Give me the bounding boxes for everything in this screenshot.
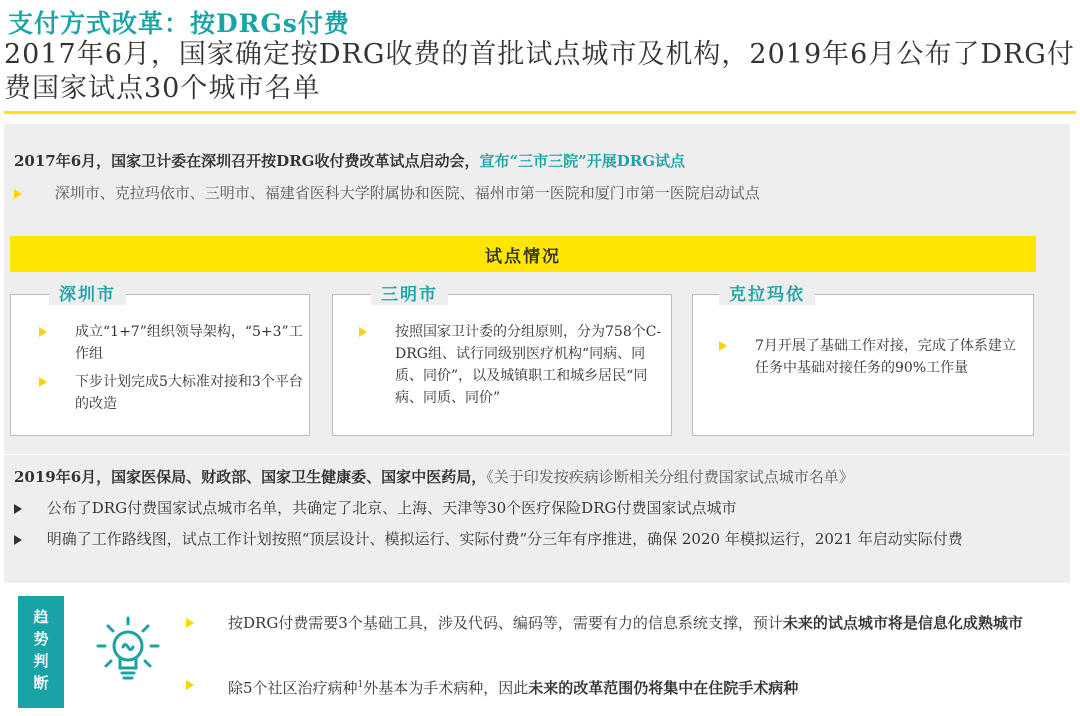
section-2019-doc-title: 《关于印发按疾病诊断相关分组付费国家试点城市名单》 xyxy=(486,468,854,486)
section-2017-highlight: 宣布“三市三院”开展DRG试点 xyxy=(479,152,686,170)
trend-label xyxy=(18,596,64,708)
trend-label-char: 趋 xyxy=(33,608,49,626)
bullet-arrow-icon xyxy=(14,535,22,545)
bullet-arrow-icon xyxy=(186,680,194,690)
pilot-card-bullet-text: 下步计划完成5大标准对接和3个平台的改造 xyxy=(75,374,303,412)
bullet-arrow-icon xyxy=(186,618,194,628)
pilot-card-shenzhen xyxy=(10,285,310,436)
pilot-card-bullet-text: 7月开展了基础工作对接，完成了体系建立任务中基础对接任务的90%工作量 xyxy=(755,338,1016,376)
title-divider xyxy=(4,111,1076,114)
bullet-arrow-icon xyxy=(719,341,727,351)
pilot-card-karamay xyxy=(692,285,1034,436)
trend-bullet-emphasis: 未来的试点城市将是信息化成熟城市 xyxy=(782,614,1023,632)
pilot-card-title: 克拉玛依 xyxy=(719,280,815,305)
page-kicker: 支付方式改革：按DRGs付费 xyxy=(8,9,350,38)
section-2017-lead xyxy=(14,150,685,172)
trend-bullet xyxy=(228,673,1048,700)
bullet-arrow-icon xyxy=(14,504,22,514)
bullet-arrow-icon xyxy=(359,327,367,337)
trend-bullet-text: 按DRG付费需要3个基础工具，涉及代码、编码等，需要有力的信息系统支撑，预计 xyxy=(228,614,783,632)
pilot-card-bullet-text: 成立“1+7”组织领导架构，“5+3”工作组 xyxy=(75,324,303,362)
section-2019-lead-text: 2019年6月，国家医保局、财政部、国家卫生健康委、国家中医药局， xyxy=(14,468,487,486)
pilot-card-title: 深圳市 xyxy=(49,280,126,305)
pilot-card-bullet xyxy=(395,321,671,409)
trend-bullet-text: 除5个社区治疗病种 xyxy=(228,679,358,697)
trend-bullet xyxy=(228,611,1048,635)
bullet-arrow-icon xyxy=(39,377,47,387)
trend-label-char: 势 xyxy=(33,630,49,648)
trend-label-char: 判 xyxy=(33,652,49,670)
bullet-arrow-icon xyxy=(39,327,47,337)
trend-bullet-text: 外基本为手术病种，因此 xyxy=(363,679,529,697)
footnote-marker: 1 xyxy=(357,680,364,690)
pilot-card-bullet xyxy=(75,371,307,415)
pilot-card-title: 三明市 xyxy=(371,280,448,305)
section-2019-bullet xyxy=(14,497,736,519)
bullet-arrow-icon xyxy=(14,189,22,199)
page-title: 2017年6月，国家确定按DRG收费的首批试点城市及机构，2019年6月公布了DRG付费国家试点30个城市名单 xyxy=(4,39,1075,104)
section-2017-bullet xyxy=(14,182,760,204)
pilot-card-bullet xyxy=(755,335,1025,379)
pilot-banner: 试点情况 xyxy=(10,236,1036,272)
section-2017-lead-text: 2017年6月，国家卫计委在深圳召开按DRG收付费改革试点启动会， xyxy=(14,152,480,170)
section-2019-bullet-text: 公布了DRG付费国家试点城市名单，共确定了北京、上海、天津等30个医疗保险DRG付费国家试点城市 xyxy=(46,499,737,517)
trend-label-char: 断 xyxy=(33,674,49,692)
lightbulb-icon xyxy=(96,614,160,688)
section-2019-bullet xyxy=(14,528,1054,550)
pilot-card-bullet-text: 按照国家卫计委的分组原则，分为758个C-DRG组、试行同级别医疗机构“同病、同质、同价”，以及城镇职工和城乡居民“同病、同质、同价” xyxy=(395,324,662,406)
pilot-card-sanming xyxy=(332,285,672,436)
section-2019-lead xyxy=(14,466,854,488)
section-2017-bullet-text: 深圳市、克拉玛依市、三明市、福建省医科大学附属协和医院、福州市第一医院和厦门市第一医院启动试点 xyxy=(54,184,760,202)
trend-bullet-emphasis: 未来的改革范围仍将集中在住院手术病种 xyxy=(528,679,799,697)
section-2019-bullet-text: 明确了工作路线图，试点工作计划按照“顶层设计、模拟运行、实际付费”分三年有序推进，确保 2020 年模拟运行，2021 年启动实际付费 xyxy=(46,530,963,548)
pilot-card-bullet xyxy=(75,321,307,365)
